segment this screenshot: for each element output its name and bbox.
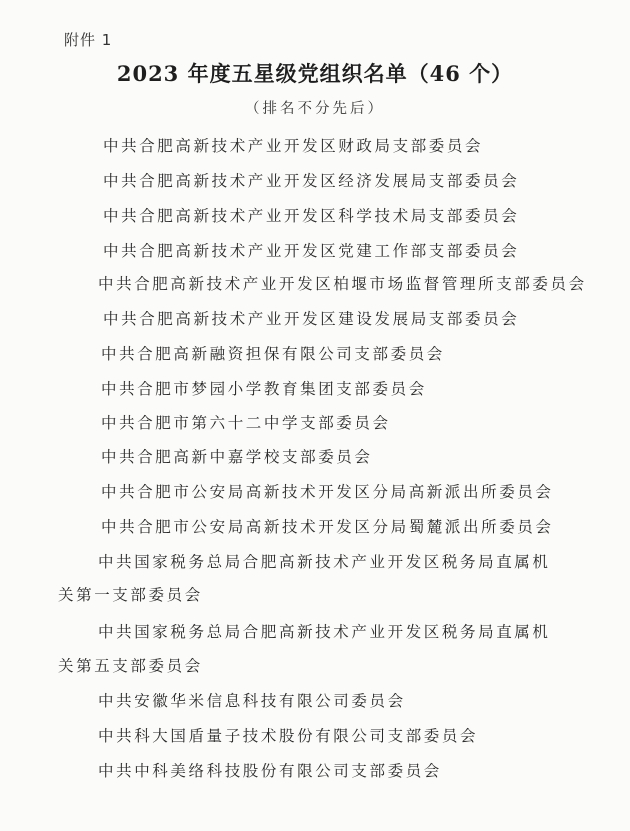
list-item: 中共国家税务总局合肥高新技术产业开发区税务局直属机: [98, 623, 551, 641]
list-item: 中共合肥高新融资担保有限公司支部委员会: [101, 345, 445, 363]
list-item: 中共安徽华米信息科技有限公司委员会: [98, 692, 406, 710]
list-item: 中共合肥高新技术产业开发区科学技术局支部委员会: [103, 207, 520, 225]
list-item: 中共合肥市第六十二中学支部委员会: [101, 414, 391, 432]
list-item: 中共合肥高新技术产业开发区财政局支部委员会: [103, 137, 484, 155]
list-item-continuation: 关第五支部委员会: [58, 657, 203, 675]
list-item: 中共合肥市公安局高新技术开发区分局蜀麓派出所委员会: [101, 518, 554, 536]
list-item: 中共合肥高新技术产业开发区建设发展局支部委员会: [103, 310, 520, 328]
list-item: 中共合肥高新技术产业开发区柏堰市场监督管理所支部委员会: [98, 275, 587, 293]
list-item: 中共合肥高新技术产业开发区经济发展局支部委员会: [103, 172, 520, 190]
page-title: 2023 年度五星级党组织名单（46 个）: [116, 61, 514, 86]
list-item-continuation: 关第一支部委员会: [58, 586, 203, 604]
attachment-label: 附件 1: [64, 31, 113, 49]
list-item: 中共合肥高新中嘉学校支部委员会: [101, 448, 373, 466]
list-item: 中共合肥市梦园小学教育集团支部委员会: [101, 380, 427, 398]
list-item: 中共科大国盾量子技术股份有限公司支部委员会: [98, 727, 479, 745]
list-item: 中共合肥高新技术产业开发区党建工作部支部委员会: [103, 242, 520, 260]
page-subtitle: （排名不分先后）: [245, 101, 385, 117]
list-item: 中共合肥市公安局高新技术开发区分局高新派出所委员会: [101, 483, 554, 501]
list-item: 中共中科美络科技股份有限公司支部委员会: [98, 762, 442, 780]
list-item: 中共国家税务总局合肥高新技术产业开发区税务局直属机: [98, 553, 551, 571]
